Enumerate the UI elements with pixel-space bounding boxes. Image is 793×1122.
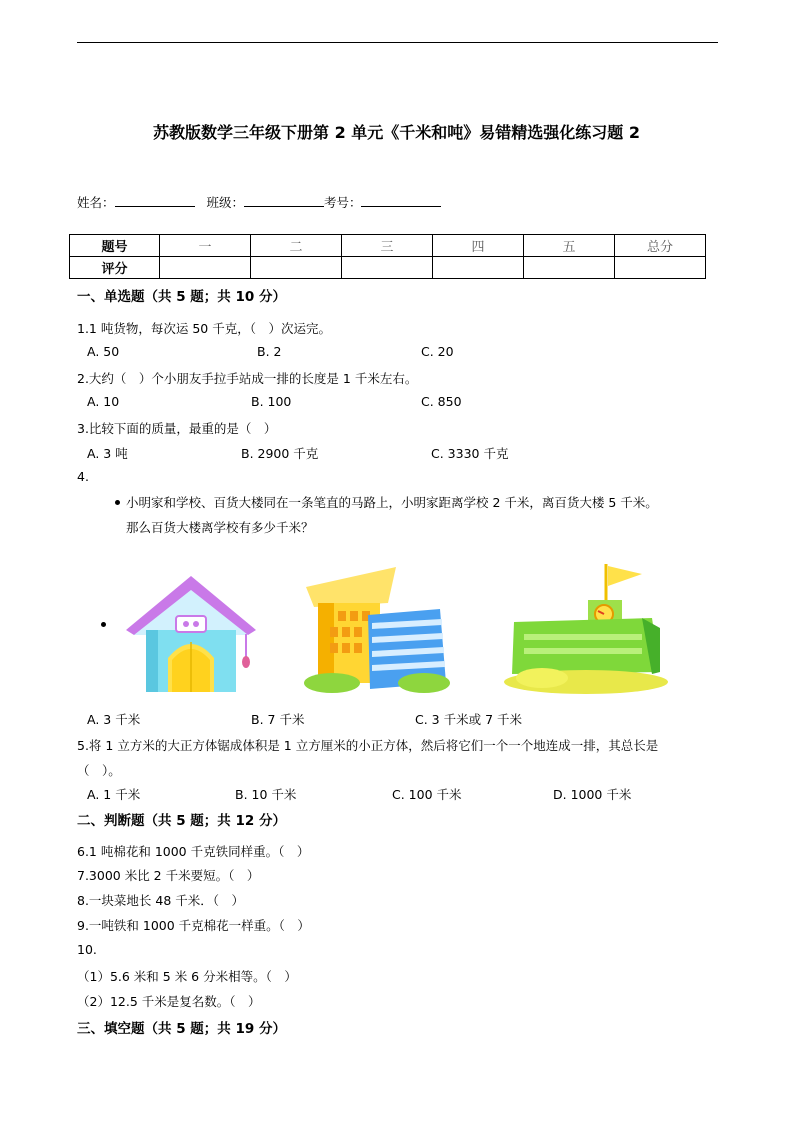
q3-option-b[interactable]: B. 2900 千克 <box>241 446 319 461</box>
score-cell[interactable] <box>524 257 615 279</box>
q1-option-b[interactable]: B. 2 <box>257 344 282 359</box>
q7-text: 7.3000 米比 2 千米要短。（ ） <box>77 868 260 883</box>
q5-option-b[interactable]: B. 10 千米 <box>235 787 297 802</box>
office-building-icon <box>300 565 452 693</box>
q2-option-c[interactable]: C. 850 <box>421 394 462 409</box>
score-header-cell: 四 <box>433 235 524 257</box>
q4-option-b[interactable]: B. 7 千米 <box>251 712 305 727</box>
score-cell[interactable] <box>160 257 251 279</box>
q5-line2: （ ）。 <box>77 763 121 778</box>
school-icon <box>502 562 670 694</box>
q3-text: 3.比较下面的质量，最重的是（ ） <box>77 421 277 436</box>
number-label: 考号： <box>323 195 362 210</box>
q4-line2: 那么百货大楼离学校有多少千米？ <box>126 520 314 535</box>
section1-title: 一、单选题（共 5 题；共 10 分） <box>77 289 286 305</box>
score-table-header-row <box>70 235 706 257</box>
section3-title: 三、填空题（共 5 题；共 19 分） <box>77 1021 286 1037</box>
score-header-cell: 一 <box>160 235 251 257</box>
q2-text: 2.大约（ ）个小朋友手拉手站成一排的长度是 1 千米左右。 <box>77 371 418 386</box>
q10-sub2: （2）12.5 千米是复名数。（ ） <box>77 994 261 1009</box>
bullet-icon <box>115 500 120 505</box>
q5-line1: 5.将 1 立方米的大正方体锯成体积是 1 立方厘米的小正方体，然后将它们一个一个地连成一排，其总长是 <box>77 738 659 753</box>
q9-text: 9.一吨铁和 1000 千克棉花一样重。（ ） <box>77 918 310 933</box>
section2-title: 二、判断题（共 5 题；共 12 分） <box>77 813 286 829</box>
q5-option-a[interactable]: A. 1 千米 <box>87 787 141 802</box>
score-cell[interactable] <box>342 257 433 279</box>
class-label: 班级： <box>206 195 244 210</box>
score-header-cell: 总分 <box>615 235 706 257</box>
q1-text: 1.1 吨货物，每次运 50 千克，（ ）次运完。 <box>77 321 331 336</box>
house-icon <box>120 572 262 694</box>
name-label: 姓名： <box>77 195 115 210</box>
score-table <box>69 234 706 279</box>
q3-option-c[interactable]: C. 3330 千克 <box>431 446 509 461</box>
score-cell[interactable] <box>615 257 706 279</box>
score-header-cell: 三 <box>342 235 433 257</box>
page-title: 苏教版数学三年级下册第 2 单元《千米和吨》易错精选强化练习题 2 <box>153 123 640 142</box>
student-info <box>77 193 441 211</box>
score-header-cell: 题号 <box>70 235 160 257</box>
score-table-score-row <box>70 257 706 279</box>
score-header-cell: 五 <box>524 235 615 257</box>
q1-option-c[interactable]: C. 20 <box>421 344 454 359</box>
q4-option-a[interactable]: A. 3 千米 <box>87 712 141 727</box>
q2-option-b[interactable]: B. 100 <box>251 394 292 409</box>
q4-option-c[interactable]: C. 3 千米或 7 千米 <box>415 712 523 727</box>
q6-text: 6.1 吨棉花和 1000 千克铁同样重。（ ） <box>77 844 310 859</box>
header-rule <box>77 42 718 43</box>
q3-option-a[interactable]: A. 3 吨 <box>87 446 128 461</box>
score-cell[interactable] <box>251 257 342 279</box>
score-header-cell: 二 <box>251 235 342 257</box>
number-blank[interactable] <box>361 194 441 207</box>
q4-line1: 小明家和学校、百货大楼同在一条笔直的马路上，小明家距离学校 2 千米，离百货大楼 5 千米。 <box>126 495 658 510</box>
q10-sub1: （1）5.6 米和 5 米 6 分米相等。（ ） <box>77 969 297 984</box>
score-row-label: 评分 <box>70 257 160 279</box>
q1-option-a[interactable]: A. 50 <box>87 344 120 359</box>
q8-text: 8.一块菜地长 48 千米．（ ） <box>77 893 245 908</box>
q5-option-d[interactable]: D. 1000 千米 <box>553 787 632 802</box>
score-cell[interactable] <box>433 257 524 279</box>
q5-option-c[interactable]: C. 100 千米 <box>392 787 462 802</box>
bullet-icon <box>101 622 106 627</box>
class-blank[interactable] <box>244 194 324 207</box>
q2-option-a[interactable]: A. 10 <box>87 394 120 409</box>
q4-number: 4. <box>77 469 89 484</box>
name-blank[interactable] <box>115 194 195 207</box>
q10-number: 10. <box>77 942 97 957</box>
